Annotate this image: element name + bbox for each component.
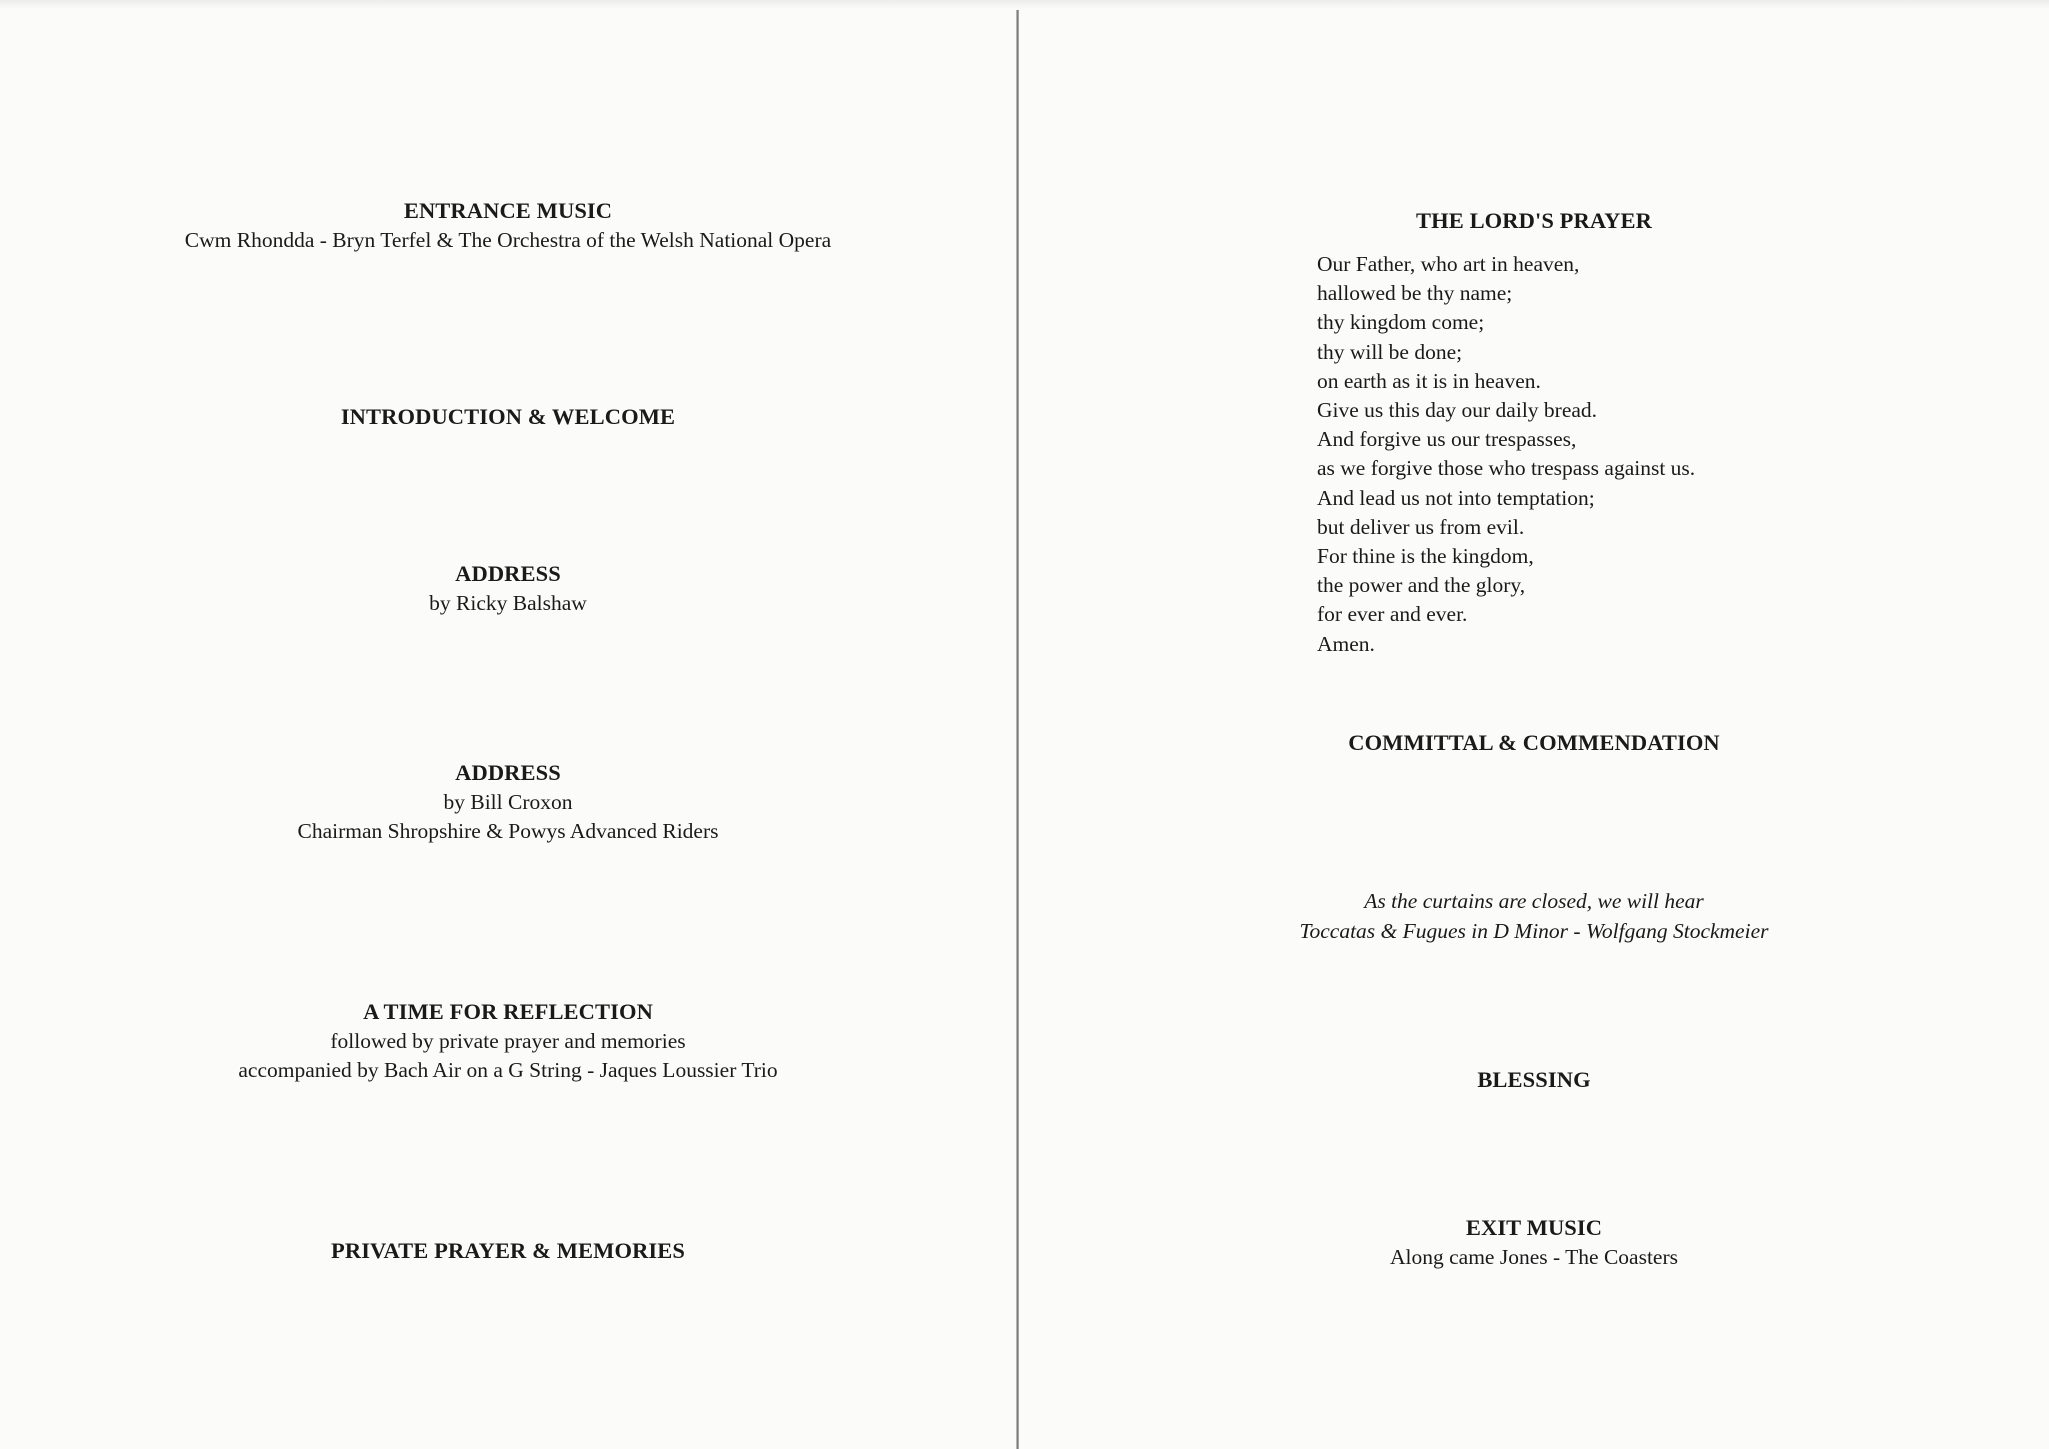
section-heading: PRIVATE PRAYER & MEMORIES xyxy=(331,1238,685,1263)
section-address-ricky xyxy=(0,559,1016,618)
prayer-line: thy kingdom come; xyxy=(1317,310,1485,335)
right-page xyxy=(1019,0,2049,1449)
prayer-line: but deliver us from evil. xyxy=(1317,514,1525,539)
prayer-line: Our Father, who art in heaven, xyxy=(1317,252,1580,276)
section-private-prayer xyxy=(0,1236,1016,1266)
section-time-for-reflection xyxy=(0,997,1016,1086)
section-exit-music xyxy=(1019,1213,2049,1272)
prayer-line: And lead us not into temptation; xyxy=(1317,485,1595,510)
section-line: As the curtains are closed, we will hear xyxy=(1364,889,1704,913)
section-line: accompanied by Bach Air on a G String - Jaques Loussier Trio xyxy=(238,1058,778,1082)
prayer-line: the power and the glory, xyxy=(1317,573,1526,598)
section-committal-commendation xyxy=(1019,728,2049,758)
prayer-line: For thine is the kingdom, xyxy=(1317,544,1534,569)
section-line: Chairman Shropshire & Powys Advanced Riders xyxy=(297,819,719,843)
section-heading: COMMITTAL & COMMENDATION xyxy=(1348,730,1720,755)
section-heading: ENTRANCE MUSIC xyxy=(403,198,613,223)
section-heading: INTRODUCTION & WELCOME xyxy=(340,404,676,429)
section-line: Toccatas & Fugues in D Minor - Wolfgang Stockmeier xyxy=(1299,918,1769,943)
section-heading: EXIT MUSIC xyxy=(1465,1215,1603,1240)
section-heading: ADDRESS xyxy=(455,561,561,586)
section-heading: ADDRESS xyxy=(455,760,561,785)
lords-prayer-text xyxy=(1317,250,1695,659)
section-heading: BLESSING xyxy=(1477,1067,1591,1092)
prayer-line: hallowed be thy name; xyxy=(1317,281,1513,306)
section-blessing xyxy=(1019,1065,2049,1095)
prayer-line: on earth as it is in heaven. xyxy=(1317,368,1541,393)
prayer-line: Give us this day our daily bread. xyxy=(1317,398,1598,423)
left-page xyxy=(0,0,1016,1449)
section-line: Along came Jones - The Coasters xyxy=(1390,1244,1678,1269)
section-entrance-music xyxy=(0,196,1016,255)
section-curtains-music xyxy=(1019,887,2049,946)
section-line: by Bill Croxon xyxy=(443,789,573,814)
prayer-line: as we forgive those who trespass against us. xyxy=(1317,456,1696,481)
section-line: by Ricky Balshaw xyxy=(429,590,587,615)
section-address-bill xyxy=(0,758,1016,847)
section-introduction-welcome xyxy=(0,402,1016,432)
section-lords-prayer-heading xyxy=(1019,206,2049,236)
section-heading: THE LORD'S PRAYER xyxy=(1416,208,1652,233)
prayer-line: And forgive us our trespasses, xyxy=(1317,427,1577,452)
section-line: Cwm Rhondda - Bryn Terfel & The Orchestra of the Welsh National Opera xyxy=(184,227,832,252)
prayer-line: for ever and ever. xyxy=(1317,602,1468,627)
prayer-line: Amen. xyxy=(1317,631,1375,656)
prayer-line: thy will be done; xyxy=(1317,339,1463,364)
section-heading: A TIME FOR REFLECTION xyxy=(363,999,653,1024)
section-line: followed by private prayer and memories xyxy=(330,1028,686,1053)
